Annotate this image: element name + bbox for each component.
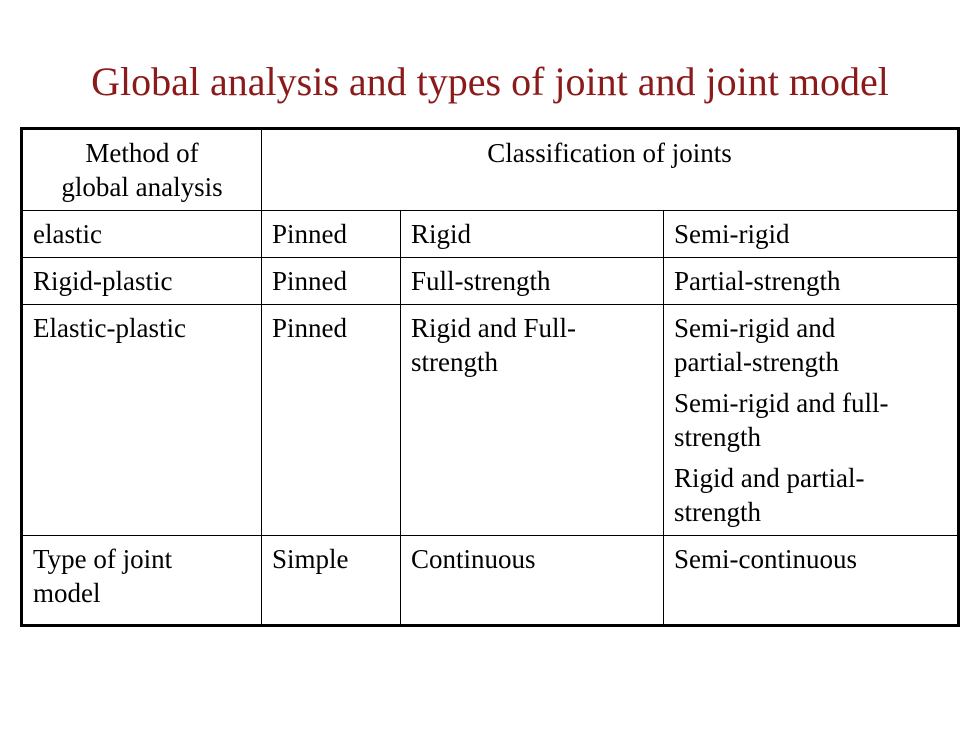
table-header-row (22, 129, 959, 211)
header-classification-of-joints: Classification of joints (262, 129, 959, 211)
cell-rigid: Rigid (401, 211, 664, 258)
cell-semi-rigid-item: Semi-rigid and full- strength (674, 388, 889, 452)
cell-semi-rigid-item: Semi-continuous (674, 544, 857, 574)
cell-semi-rigid (664, 536, 959, 626)
cell-rigid: Full-strength (401, 258, 664, 305)
cell-semi-rigid (664, 211, 959, 258)
cell-pinned: Pinned (262, 305, 401, 536)
cell-pinned: Simple (262, 536, 401, 626)
table-row-elastic (22, 211, 959, 258)
cell-semi-rigid (664, 258, 959, 305)
cell-semi-rigid-item: Semi-rigid and partial-strength (674, 313, 839, 377)
cell-semi-rigid-item: Rigid and partial- strength (674, 463, 865, 527)
joint-classification-table (20, 127, 960, 627)
cell-semi-rigid-item: Semi-rigid (674, 219, 790, 249)
cell-method: Rigid-plastic (22, 258, 262, 305)
table-row-elastic-plastic (22, 305, 959, 536)
table-row-rigid-plastic (22, 258, 959, 305)
slide-title: Global analysis and types of joint and joint model (91, 59, 889, 104)
table-row-type-of-joint-model (22, 536, 959, 626)
cell-method: Type of joint model (22, 536, 262, 626)
cell-semi-rigid-item: Partial-strength (674, 266, 841, 296)
cell-pinned: Pinned (262, 258, 401, 305)
cell-rigid: Rigid and Full- strength (401, 305, 664, 536)
cell-method: Elastic-plastic (22, 305, 262, 536)
cell-rigid: Continuous (401, 536, 664, 626)
cell-semi-rigid (664, 305, 959, 536)
header-method-of-global-analysis: Method of global analysis (22, 129, 262, 211)
cell-method: elastic (22, 211, 262, 258)
cell-pinned: Pinned (262, 211, 401, 258)
